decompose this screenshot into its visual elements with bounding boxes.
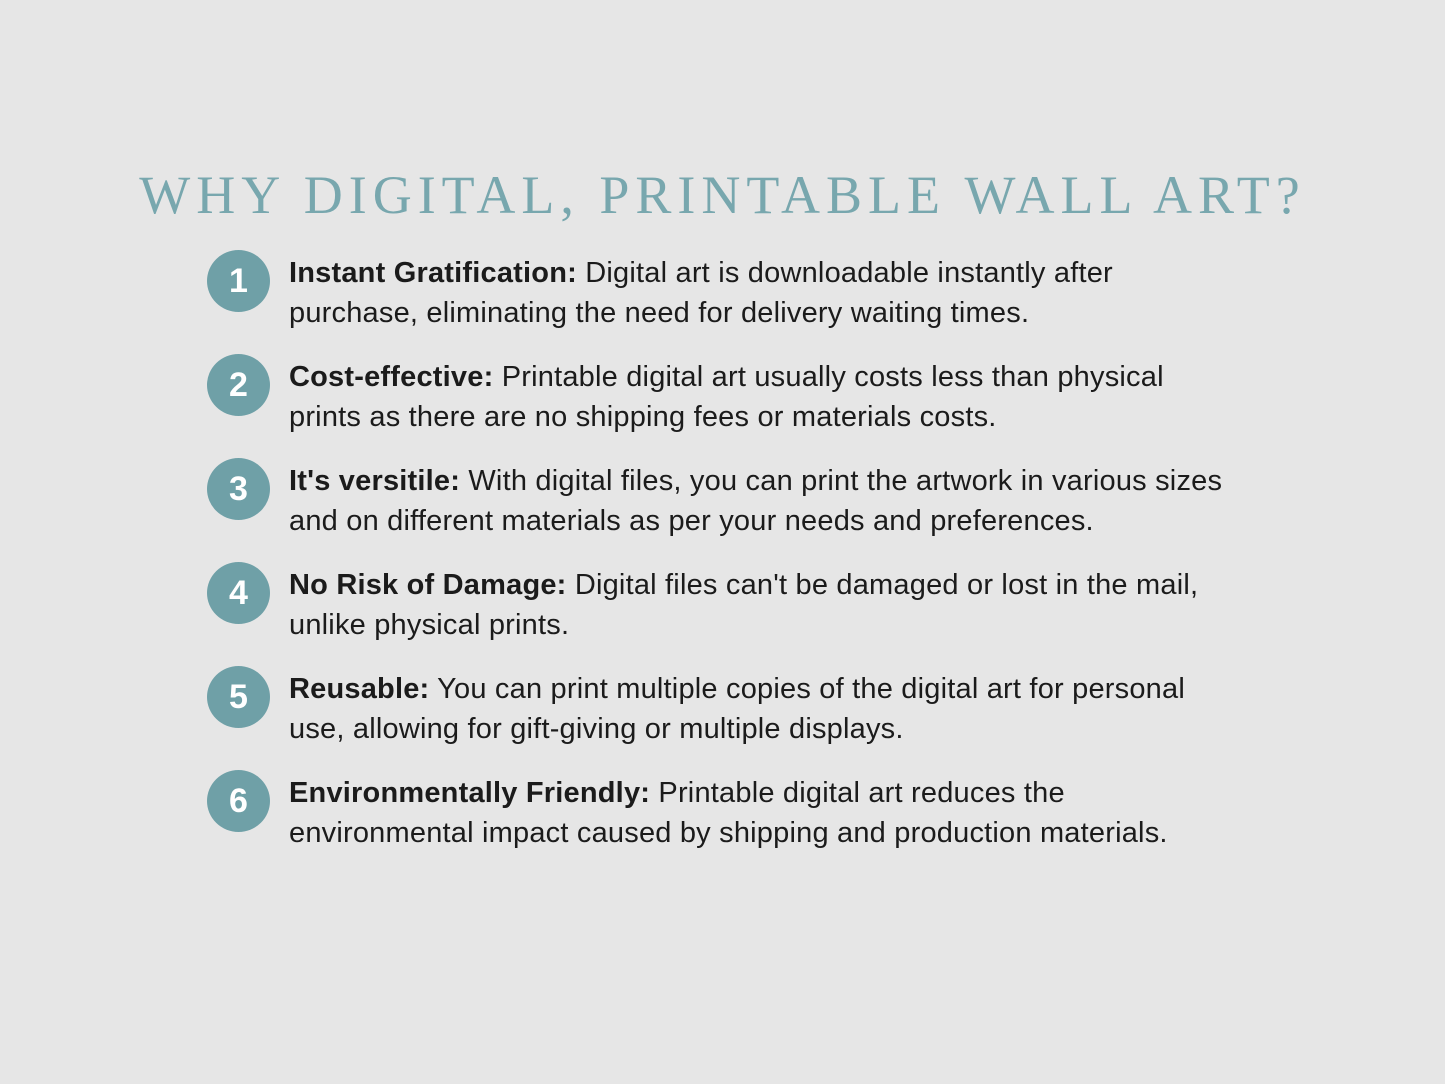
item-number-badge: 2 xyxy=(207,354,270,416)
item-text xyxy=(289,669,1237,749)
benefits-list xyxy=(207,253,1247,877)
item-number-badge: 3 xyxy=(207,458,270,520)
item-lead: Reusable: xyxy=(289,673,430,705)
item-number-badge: 5 xyxy=(207,666,270,728)
list-item xyxy=(207,461,1247,541)
item-lead: Environmentally Friendly: xyxy=(289,777,651,809)
item-body: Printable digital art reduces the environmental impact caused by shipping and production materials. xyxy=(289,777,1168,849)
item-text xyxy=(289,357,1237,437)
item-body: Printable digital art usually costs less than physical prints as there are no shipping fees or materials costs. xyxy=(289,361,1164,433)
list-item xyxy=(207,565,1247,645)
item-number-badge: 4 xyxy=(207,562,270,624)
item-lead: Cost-effective: xyxy=(289,361,494,393)
list-item xyxy=(207,357,1247,437)
item-text xyxy=(289,461,1237,541)
item-lead: It's versitile: xyxy=(289,465,461,497)
item-number-badge: 1 xyxy=(207,250,270,312)
item-text xyxy=(289,253,1237,333)
item-lead: No Risk of Damage: xyxy=(289,569,567,601)
item-number-badge: 6 xyxy=(207,770,270,832)
item-body: You can print multiple copies of the digital art for personal use, allowing for gift-giving or multiple displays. xyxy=(289,673,1185,745)
item-body: Digital files can't be damaged or lost in the mail, unlike physical prints. xyxy=(289,569,1199,641)
list-item xyxy=(207,773,1247,853)
item-body: Digital art is downloadable instantly after purchase, eliminating the need for delivery waiting times. xyxy=(289,257,1113,329)
item-text xyxy=(289,565,1237,645)
list-item xyxy=(207,669,1247,749)
item-text xyxy=(289,773,1237,853)
list-item xyxy=(207,253,1247,333)
item-body: With digital files, you can print the artwork in various sizes and on different materials as per your needs and preferences. xyxy=(289,465,1223,537)
page-title: WHY DIGITAL, PRINTABLE WALL ART? xyxy=(139,165,1306,226)
item-lead: Instant Gratification: xyxy=(289,257,577,289)
